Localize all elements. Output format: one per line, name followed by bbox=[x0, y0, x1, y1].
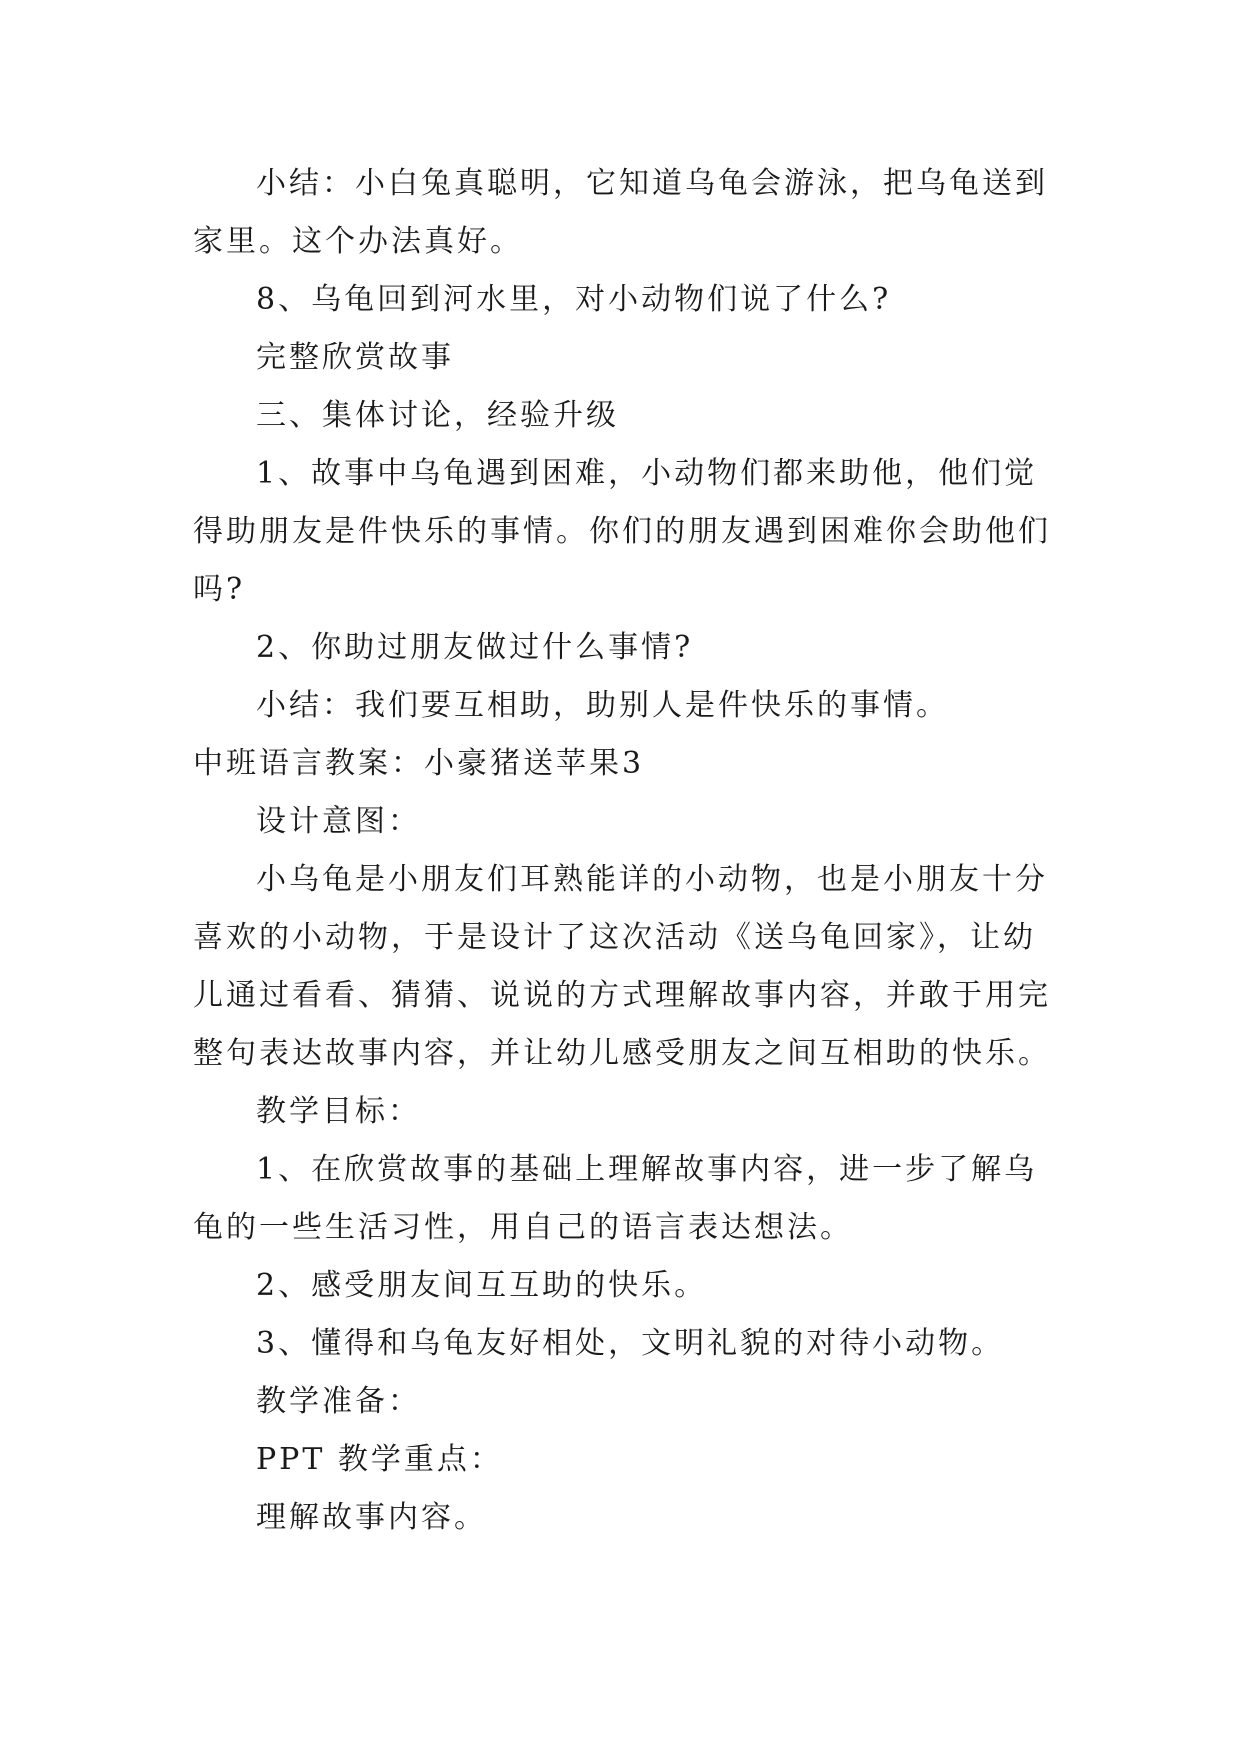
text-line: 1、故事中乌龟遇到困难，小动物们都来助他，他们觉 bbox=[256, 456, 1038, 491]
document-title: 中班语言教案：小豪猪送苹果3 bbox=[193, 746, 645, 781]
text-line: 儿通过看看、猜猜、说说的方式理解故事内容，并敢于用完 bbox=[193, 978, 1051, 1013]
text-line: 得助朋友是件快乐的事情。你们的朋友遇到困难你会助他们 bbox=[193, 514, 1051, 549]
section-heading: 教学目标： bbox=[256, 1094, 421, 1129]
text-line: 家里。这个办法真好。 bbox=[193, 224, 523, 259]
text-line: 整句表达故事内容，并让幼儿感受朋友之间互相助的快乐。 bbox=[193, 1036, 1051, 1071]
text-line: 3、懂得和乌龟友好相处，文明礼貌的对待小动物。 bbox=[256, 1326, 1005, 1361]
text-line: 小乌龟是小朋友们耳熟能详的小动物，也是小朋友十分 bbox=[256, 862, 1048, 897]
section-heading: 三、集体讨论，经验升级 bbox=[256, 398, 619, 433]
text-line: 理解故事内容。 bbox=[256, 1500, 487, 1535]
text-line: 吗? bbox=[193, 572, 246, 607]
text-line: 小结：我们要互相助，助别人是件快乐的事情。 bbox=[256, 688, 949, 723]
text-line: 2、你助过朋友做过什么事情? bbox=[256, 630, 694, 665]
text-line: 完整欣赏故事 bbox=[256, 340, 454, 375]
text-line: PPT 教学重点： bbox=[256, 1442, 503, 1477]
text-line: 8、乌龟回到河水里，对小动物们说了什么? bbox=[256, 282, 892, 317]
text-line: 2、感受朋友间互互助的快乐。 bbox=[256, 1268, 708, 1303]
text-line: 1、在欣赏故事的基础上理解故事内容，进一步了解乌 bbox=[256, 1152, 1038, 1187]
text-line: 喜欢的小动物，于是设计了这次活动《送乌龟回家》，让幼 bbox=[193, 920, 1036, 955]
section-heading: 设计意图： bbox=[256, 804, 421, 839]
section-heading: 教学准备： bbox=[256, 1384, 421, 1419]
text-line: 龟的一些生活习性，用自己的语言表达想法。 bbox=[193, 1210, 853, 1245]
text-line: 小结：小白兔真聪明，它知道乌龟会游泳，把乌龟送到 bbox=[256, 166, 1048, 201]
